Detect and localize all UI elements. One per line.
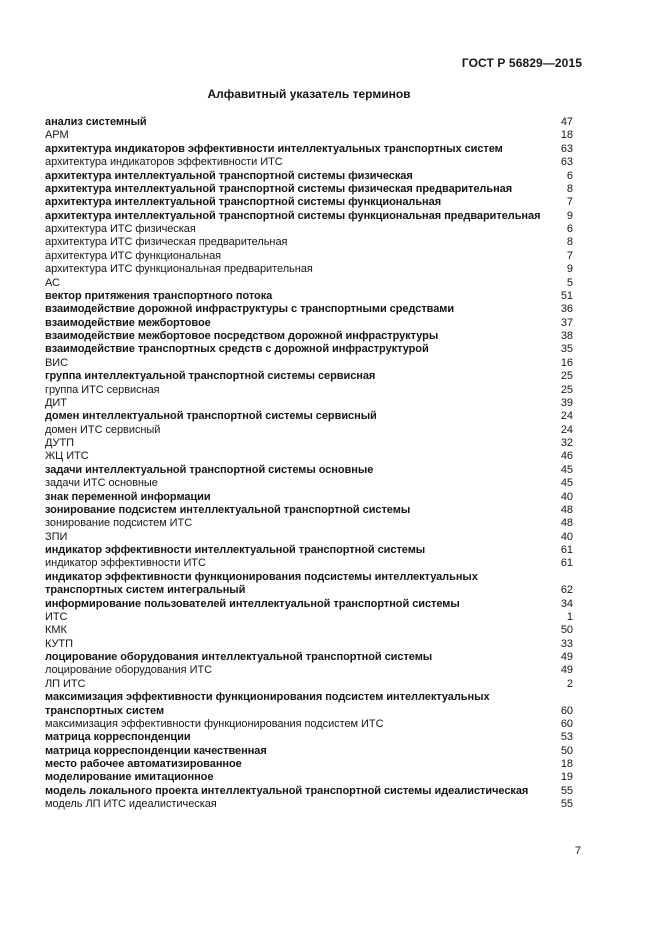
page-title: Алфавитный указатель терминов <box>207 87 411 101</box>
term-page: 24 <box>560 410 573 423</box>
term-page: 38 <box>560 330 573 342</box>
term-label: архитектура ИТС физическая предварительная <box>45 236 288 249</box>
term-page: 40 <box>560 490 573 503</box>
term-page: 40 <box>560 530 573 543</box>
term-label: ЛП ИТС <box>45 677 86 690</box>
term-page: 18 <box>560 129 573 142</box>
term-label: домен интеллектуальной транспортной системы сервисный <box>45 410 377 423</box>
term-page: 60 <box>560 717 573 730</box>
term-label: ЖЦ ИТС <box>45 450 89 463</box>
term-page: 35 <box>560 343 573 356</box>
index-entry <box>45 785 573 798</box>
term-page: 8 <box>566 236 573 249</box>
index-entry <box>45 464 573 477</box>
term-label: ДУТП <box>45 437 74 449</box>
term-label: модель локального проекта интеллектуальной транспортной системы идеалистическая <box>45 784 529 797</box>
term-label: зонирование подсистем ИТС <box>45 517 193 530</box>
index-entry <box>45 491 573 504</box>
term-page: 32 <box>560 437 573 449</box>
index-entry <box>45 129 573 142</box>
term-label: взаимодействие межбортовое <box>45 316 211 329</box>
index-entry <box>45 277 573 290</box>
index-entry <box>45 477 573 490</box>
page-number: 7 <box>574 844 581 857</box>
index-entry <box>45 196 573 209</box>
index-entry <box>45 143 573 156</box>
term-page: 63 <box>560 142 573 155</box>
term-label: АС <box>45 276 60 289</box>
term-label: информирование пользователей интеллектуальной транспортной системы <box>45 597 460 610</box>
index-entry <box>45 437 573 450</box>
index-entry <box>45 210 573 223</box>
index-entry <box>45 183 573 196</box>
term-page: 19 <box>560 771 573 784</box>
term-page: 2 <box>566 677 573 690</box>
index-entry <box>45 236 573 249</box>
term-label: максимизация эффективности функционирования подсистем интеллектуальных транспортных систем <box>45 691 490 717</box>
term-label: матрица корреспонденции <box>45 731 191 744</box>
term-label: архитектура ИТС функциональная предварительная <box>45 263 313 276</box>
index-entry <box>45 678 573 691</box>
term-page: 53 <box>560 731 573 744</box>
term-page: 46 <box>560 450 573 463</box>
term-label: матрица корреспонденции качественная <box>45 744 267 757</box>
index-entry <box>45 504 573 517</box>
term-page: 33 <box>560 637 573 650</box>
term-page: 8 <box>566 182 573 195</box>
term-label: архитектура интеллектуальной транспортной системы физическая предварительная <box>45 182 513 195</box>
term-page: 63 <box>560 156 573 169</box>
index-entry <box>45 531 573 544</box>
index-entry <box>45 250 573 263</box>
index-entry <box>45 170 573 183</box>
index-entry <box>45 557 573 570</box>
index-entry <box>45 290 573 303</box>
term-page: 16 <box>560 356 573 369</box>
index-entry <box>45 384 573 397</box>
index-entry <box>45 156 573 169</box>
term-label: знак переменной информации <box>45 490 211 503</box>
term-label: вектор притяжения транспортного потока <box>45 289 273 302</box>
index-entry <box>45 651 573 664</box>
term-page: 48 <box>560 503 573 516</box>
term-label: архитектура интеллектуальной транспортной системы физическая <box>45 169 413 182</box>
term-page: 61 <box>560 557 573 570</box>
index-entry <box>45 544 573 557</box>
index-entry <box>45 116 573 129</box>
term-page: 25 <box>560 370 573 383</box>
index-entry <box>45 731 573 744</box>
term-page: 48 <box>560 517 573 530</box>
term-page: 1 <box>566 610 573 623</box>
index-entry <box>45 571 573 598</box>
term-page: 60 <box>560 704 573 717</box>
term-label: анализ системный <box>45 116 147 128</box>
term-label: индикатор эффективности функционирования подсистемы интеллектуальных транспортных систем интегральный <box>45 570 478 597</box>
document-code-header: ГОСТ Р 56829—2015 <box>461 56 582 70</box>
index-entry <box>45 223 573 236</box>
term-page: 49 <box>560 651 573 663</box>
term-page: 47 <box>560 116 573 128</box>
term-label: взаимодействие межбортовое посредством дорожной инфраструктуры <box>45 330 439 342</box>
term-label: взаимодействие транспортных средств с дорожной инфраструктурой <box>45 343 429 356</box>
index-entry <box>45 624 573 637</box>
index-entry <box>45 450 573 463</box>
index-entry <box>45 758 573 771</box>
term-page: 7 <box>566 249 573 262</box>
term-label: ЗПИ <box>45 530 68 543</box>
term-page: 50 <box>560 744 573 757</box>
index-list <box>45 116 573 812</box>
index-entry <box>45 638 573 651</box>
index-entry <box>45 598 573 611</box>
index-entry <box>45 664 573 677</box>
term-page: 39 <box>560 396 573 409</box>
term-label: задачи ИТС основные <box>45 477 158 490</box>
term-label: ДИТ <box>45 396 67 409</box>
index-entry <box>45 303 573 316</box>
term-page: 34 <box>560 597 573 610</box>
term-page: 6 <box>566 169 573 182</box>
term-label: индикатор эффективности ИТС <box>45 557 206 570</box>
term-page: 62 <box>560 584 573 597</box>
index-entry <box>45 771 573 784</box>
term-label: модель ЛП ИТС идеалистическая <box>45 798 217 811</box>
term-page: 49 <box>560 664 573 677</box>
term-page: 24 <box>560 423 573 436</box>
term-page: 55 <box>560 798 573 811</box>
term-label: ВИС <box>45 356 69 369</box>
index-entry <box>45 370 573 383</box>
term-page: 45 <box>560 463 573 476</box>
index-entry <box>45 317 573 330</box>
term-page: 37 <box>560 316 573 329</box>
term-label: домен ИТС сервисный <box>45 423 161 436</box>
index-entry <box>45 691 573 718</box>
term-page: 61 <box>560 544 573 556</box>
index-entry <box>45 263 573 276</box>
index-entry <box>45 611 573 624</box>
term-label: лоцирование оборудования интеллектуальной транспортной системы <box>45 651 433 663</box>
term-label: КУТП <box>45 637 73 650</box>
term-label: зонирование подсистем интеллектуальной транспортной системы <box>45 503 411 516</box>
term-page: 45 <box>560 477 573 490</box>
term-label: взаимодействие дорожной инфраструктуры с транспортными средствами <box>45 303 455 316</box>
index-entry <box>45 745 573 758</box>
term-page: 51 <box>560 289 573 302</box>
term-label: архитектура индикаторов эффективности ИТС <box>45 156 283 169</box>
term-label: лоцирование оборудования ИТС <box>45 664 213 677</box>
term-label: архитектура индикаторов эффективности интеллектуальных транспортных систем <box>45 142 503 155</box>
term-label: группа интеллектуальной транспортной системы сервисная <box>45 370 376 383</box>
term-page: 18 <box>560 758 573 770</box>
term-label: ИТС <box>45 610 68 623</box>
term-page: 9 <box>566 209 573 222</box>
index-entry <box>45 330 573 343</box>
term-page: 36 <box>560 303 573 316</box>
index-entry <box>45 424 573 437</box>
term-page: 9 <box>566 263 573 276</box>
index-entry <box>45 798 573 811</box>
term-page: 5 <box>566 276 573 289</box>
term-label: моделирование имитационное <box>45 771 214 784</box>
index-entry <box>45 397 573 410</box>
term-label: архитектура интеллектуальной транспортной системы функциональная предварительная <box>45 209 541 222</box>
term-label: АРМ <box>45 129 69 142</box>
index-entry <box>45 357 573 370</box>
term-page: 7 <box>566 196 573 209</box>
term-label: архитектура ИТС физическая <box>45 223 196 235</box>
term-page: 6 <box>566 223 573 235</box>
index-entry <box>45 410 573 423</box>
term-label: КМК <box>45 624 67 637</box>
term-label: максимизация эффективности функционирования подсистем ИТС <box>45 717 384 730</box>
term-label: индикатор эффективности интеллектуальной транспортной системы <box>45 544 426 556</box>
term-label: архитектура ИТС функциональная <box>45 249 222 262</box>
term-label: архитектура интеллектуальной транспортной системы функциональная <box>45 196 442 209</box>
term-page: 50 <box>560 624 573 637</box>
term-label: группа ИТС сервисная <box>45 383 160 396</box>
term-label: задачи интеллектуальной транспортной системы основные <box>45 463 374 476</box>
index-entry <box>45 517 573 530</box>
index-entry <box>45 343 573 356</box>
term-label: место рабочее автоматизированное <box>45 758 242 770</box>
index-entry <box>45 718 573 731</box>
term-page: 55 <box>560 784 573 797</box>
term-page: 25 <box>560 383 573 396</box>
